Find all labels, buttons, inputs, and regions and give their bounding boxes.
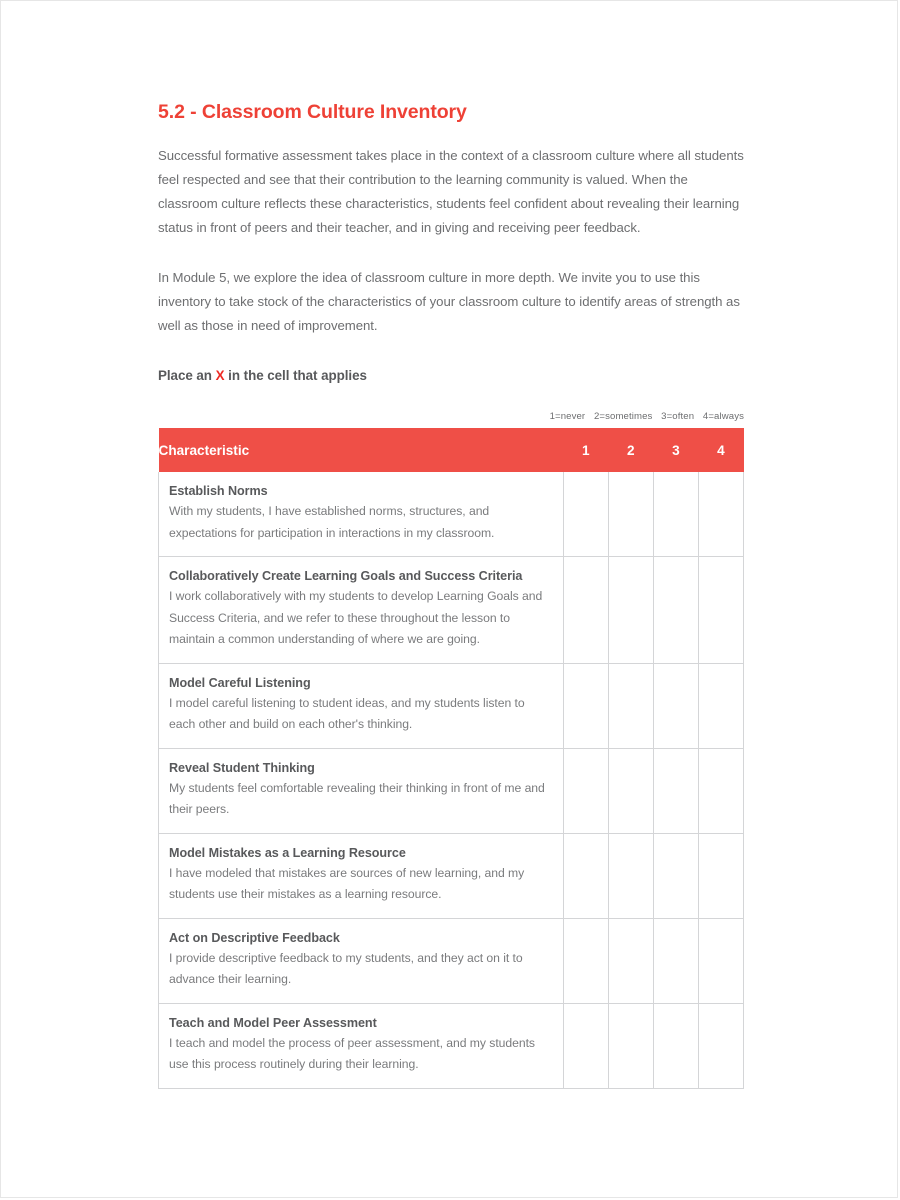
characteristic-description: I provide descriptive feedback to my students, and they act on it to advance their learning. — [169, 950, 523, 987]
rating-cell-3[interactable] — [653, 557, 698, 664]
characteristic-title: Teach and Model Peer Assessment — [169, 1015, 377, 1030]
column-header-rating-2: 2 — [608, 428, 653, 472]
instruction-after: in the cell that applies — [224, 368, 367, 384]
characteristic-cell — [159, 663, 564, 748]
scale-legend-item-3: 3=often — [661, 411, 695, 423]
table-row — [159, 472, 744, 557]
table-row — [159, 833, 744, 918]
characteristic-title: Act on Descriptive Feedback — [169, 930, 340, 945]
scale-legend-item-1: 1=never — [549, 411, 586, 423]
rating-cell-1[interactable] — [563, 918, 608, 1003]
table-body — [159, 472, 744, 1088]
rating-cell-4[interactable] — [698, 472, 743, 557]
document-content — [158, 101, 746, 1089]
intro-paragraph-2: In Module 5, we explore the idea of classroom culture in more depth. We invite you to use this inventory to take stock of the characteristics of your classroom culture to identify areas of strength as well as those in need of improvement. — [158, 270, 740, 334]
rating-cell-4[interactable] — [698, 557, 743, 664]
rating-cell-2[interactable] — [608, 663, 653, 748]
rating-cell-1[interactable] — [563, 833, 608, 918]
table-row — [159, 557, 744, 664]
characteristic-title: Model Careful Listening — [169, 675, 311, 690]
table-row — [159, 748, 744, 833]
rating-cell-2[interactable] — [608, 748, 653, 833]
rating-cell-1[interactable] — [563, 748, 608, 833]
rating-cell-4[interactable] — [698, 663, 743, 748]
rating-cell-3[interactable] — [653, 1003, 698, 1088]
rating-cell-1[interactable] — [563, 1003, 608, 1088]
column-header-rating-1: 1 — [563, 428, 608, 472]
instruction-x-mark: X — [215, 368, 225, 384]
characteristic-cell — [159, 472, 564, 557]
characteristic-cell — [159, 557, 564, 664]
characteristic-description: I model careful listening to student ideas, and my students listen to each other and build on each other's thinking. — [169, 695, 525, 732]
rating-cell-3[interactable] — [653, 833, 698, 918]
rating-scale-legend — [158, 411, 744, 422]
rating-cell-1[interactable] — [563, 557, 608, 664]
characteristic-title: Model Mistakes as a Learning Resource — [169, 845, 406, 860]
characteristic-cell — [159, 1003, 564, 1088]
rating-cell-2[interactable] — [608, 472, 653, 557]
column-header-rating-3: 3 — [653, 428, 698, 472]
rating-cell-2[interactable] — [608, 918, 653, 1003]
table-row — [159, 918, 744, 1003]
scale-legend-item-2: 2=sometimes — [593, 411, 653, 423]
rating-cell-4[interactable] — [698, 748, 743, 833]
table-row — [159, 1003, 744, 1088]
rating-cell-1[interactable] — [563, 472, 608, 557]
rating-cell-4[interactable] — [698, 833, 743, 918]
characteristic-description: I work collaboratively with my students to develop Learning Goals and Success Criteria, and we refer to these throughout the lesson to maintain a common understanding of where we are going. — [169, 589, 543, 647]
table-header-row — [159, 428, 744, 472]
rating-cell-2[interactable] — [608, 1003, 653, 1088]
column-header-characteristic: Characteristic — [159, 428, 564, 472]
rating-cell-3[interactable] — [653, 748, 698, 833]
characteristic-cell — [159, 918, 564, 1003]
characteristic-cell — [159, 833, 564, 918]
characteristic-title: Reveal Student Thinking — [169, 760, 315, 775]
characteristic-description: My students feel comfortable revealing their thinking in front of me and their peers. — [169, 780, 545, 817]
rating-cell-4[interactable] — [698, 1003, 743, 1088]
characteristic-title: Collaboratively Create Learning Goals and Success Criteria — [169, 569, 523, 584]
rating-cell-4[interactable] — [698, 918, 743, 1003]
page-title: 5.2 - Classroom Culture Inventory — [158, 101, 467, 123]
table-header — [159, 428, 744, 472]
intro-paragraph-1: Successful formative assessment takes place in the context of a classroom culture where all students feel respected and see that their contribution to the learning community is valued. When the classroom culture reflects these characteristics, students feel confident about revealing their learning status in front of peers and their teacher, and in giving and receiving peer feedback. — [158, 148, 744, 236]
instruction-line — [158, 368, 746, 383]
rating-cell-1[interactable] — [563, 663, 608, 748]
column-header-rating-4: 4 — [698, 428, 743, 472]
characteristic-description: I teach and model the process of peer assessment, and my students use this process routinely during their learning. — [169, 1035, 535, 1072]
characteristic-description: With my students, I have established norms, structures, and expectations for participation in interactions in my classroom. — [169, 504, 495, 540]
rating-cell-3[interactable] — [653, 918, 698, 1003]
characteristic-description: I have modeled that mistakes are sources of new learning, and my students use their mistakes as a learning resource. — [169, 865, 525, 902]
table-row — [159, 663, 744, 748]
instruction-before: Place an — [158, 368, 216, 384]
rating-cell-2[interactable] — [608, 557, 653, 664]
characteristic-cell — [159, 748, 564, 833]
scale-legend-item-4: 4=always — [702, 411, 744, 423]
rating-cell-2[interactable] — [608, 833, 653, 918]
rating-cell-3[interactable] — [653, 663, 698, 748]
classroom-culture-inventory-table — [158, 428, 744, 1089]
characteristic-title: Establish Norms — [169, 484, 268, 499]
rating-cell-3[interactable] — [653, 472, 698, 557]
